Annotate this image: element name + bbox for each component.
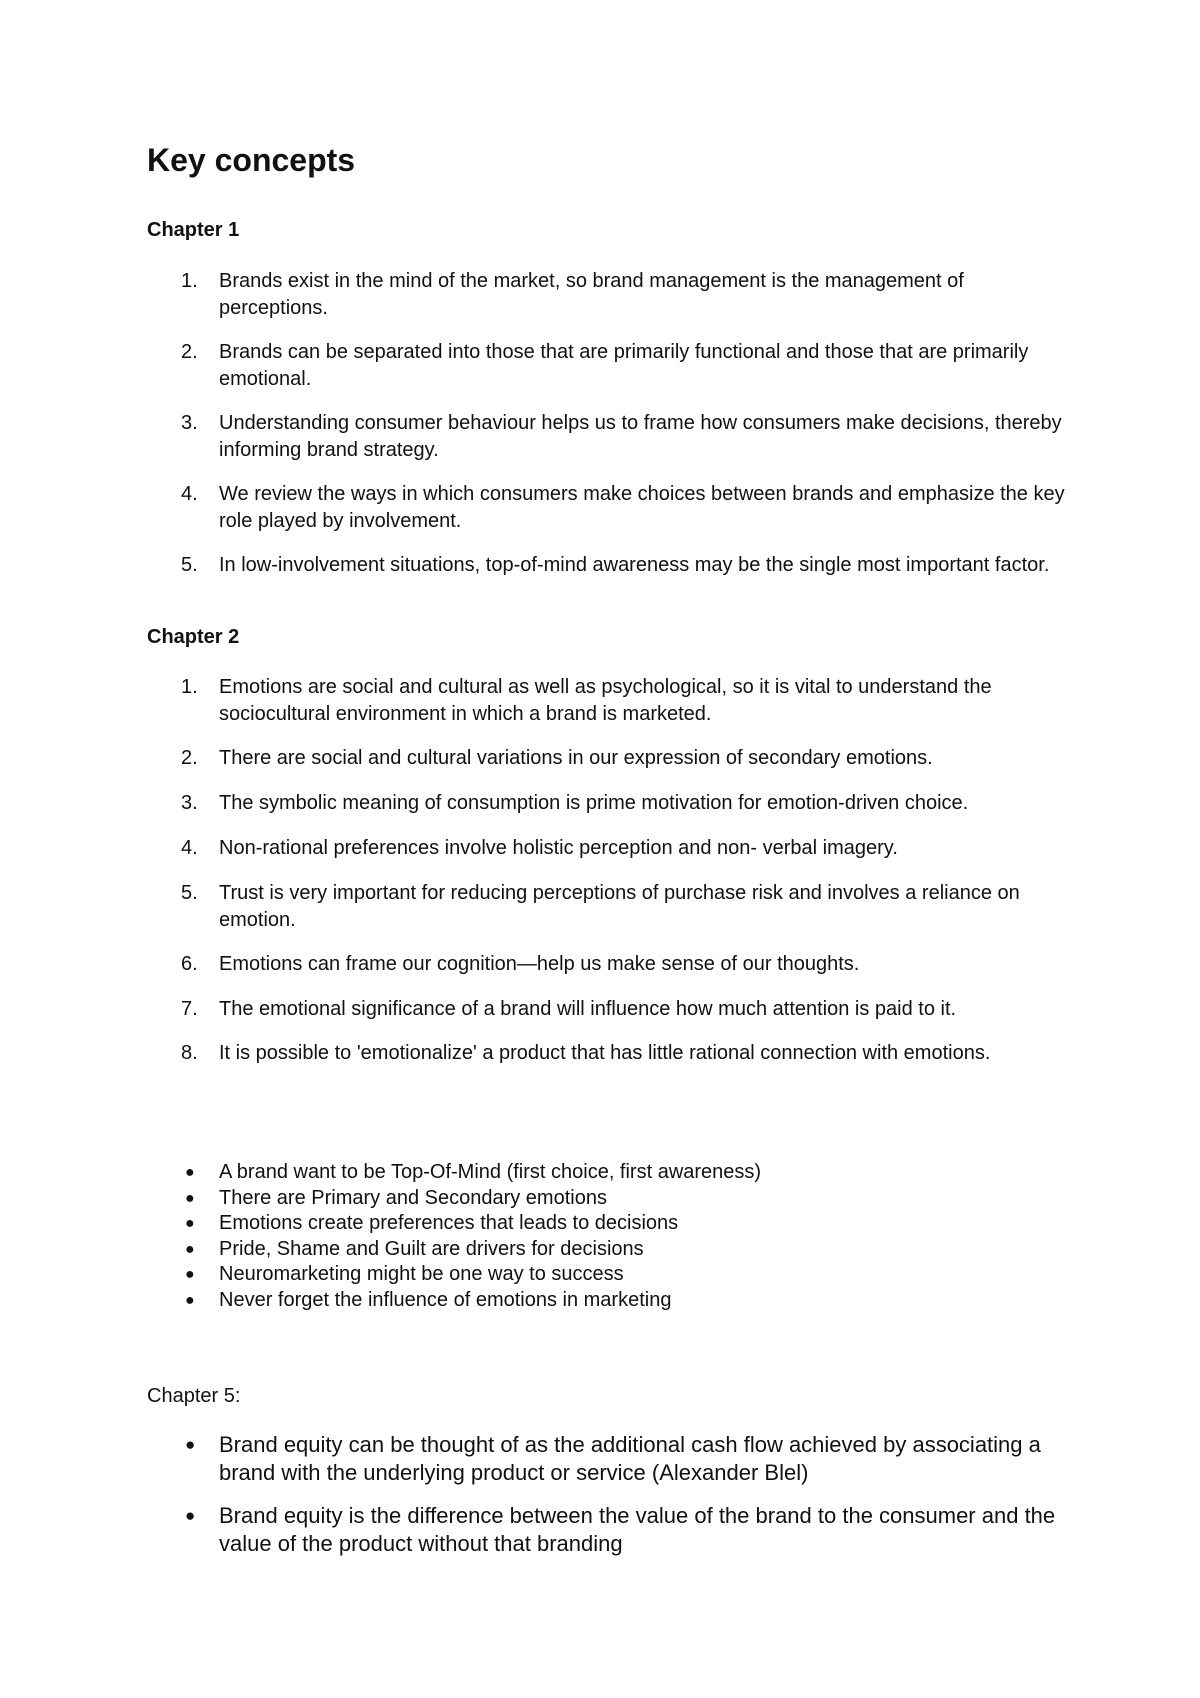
list-text: A brand want to be Top-Of-Mind (first choice, first awareness) bbox=[219, 1161, 762, 1183]
list-number: 4. bbox=[181, 837, 198, 859]
list-item bbox=[147, 552, 1077, 579]
list-item bbox=[147, 268, 1077, 322]
list-item bbox=[147, 951, 1077, 978]
list-text: Never forget the influence of emotions in marketing bbox=[219, 1288, 672, 1311]
list-item bbox=[147, 790, 1077, 817]
list-item bbox=[147, 996, 1077, 1023]
list-number: 5. bbox=[181, 554, 198, 576]
chapter-2-heading: Chapter 2 bbox=[147, 626, 240, 648]
list-item bbox=[147, 1040, 1077, 1067]
list-item bbox=[147, 410, 1077, 464]
list-number: 1. bbox=[181, 270, 198, 292]
list-item bbox=[147, 1160, 1077, 1186]
list-text: Emotions can frame our cognition—help us make sense of our thoughts. bbox=[219, 953, 860, 975]
list-item bbox=[147, 745, 1077, 772]
bullet-icon: ● bbox=[185, 1506, 196, 1525]
bullet-icon: ● bbox=[185, 1189, 195, 1207]
list-number: 2. bbox=[181, 747, 198, 769]
list-number: 6. bbox=[181, 953, 198, 975]
list-text: Brand equity is the difference between the value of the brand to the consumer and the value of the product without that branding bbox=[219, 1503, 1056, 1556]
list-text: Trust is very important for reducing perceptions of purchase risk and involves a reliance on emotion. bbox=[219, 882, 1020, 931]
bullet-icon: ● bbox=[185, 1164, 195, 1181]
list-item bbox=[147, 1262, 1077, 1288]
list-text: Pride, Shame and Guilt are drivers for decisions bbox=[219, 1237, 644, 1260]
chapter-5-bullet-list bbox=[147, 1431, 1077, 1557]
list-item bbox=[147, 481, 1077, 535]
list-text: Emotions are social and cultural as well as psychological, so it is vital to understand the sociocultural environment in which a brand is marketed. bbox=[219, 676, 992, 725]
chapter-5-heading: Chapter 5: bbox=[147, 1385, 241, 1407]
list-text: Brands exist in the mind of the market, so brand management is the management of perceptions. bbox=[219, 270, 964, 319]
list-text: There are social and cultural variations in our expression of secondary emotions. bbox=[219, 747, 933, 769]
list-item bbox=[147, 1502, 1077, 1557]
list-item bbox=[147, 339, 1077, 393]
list-text: In low-involvement situations, top-of-mind awareness may be the single most important factor. bbox=[219, 554, 1050, 576]
bullet-icon: ● bbox=[185, 1266, 195, 1283]
list-number: 3. bbox=[181, 412, 198, 434]
chapter-1-heading: Chapter 1 bbox=[147, 219, 240, 241]
list-item bbox=[147, 835, 1077, 862]
chapter-2-list bbox=[147, 674, 1077, 1067]
list-item bbox=[147, 1431, 1077, 1486]
chapter-1-list bbox=[147, 268, 1077, 579]
list-text: Non-rational preferences involve holistic perception and non- verbal imagery. bbox=[219, 837, 898, 859]
bullet-icon: ● bbox=[185, 1291, 195, 1309]
bullet-icon: ● bbox=[185, 1215, 195, 1232]
list-number: 8. bbox=[181, 1042, 198, 1064]
list-number: 5. bbox=[181, 882, 198, 904]
list-item bbox=[147, 880, 1077, 934]
list-text: The symbolic meaning of consumption is prime motivation for emotion-driven choice. bbox=[219, 792, 969, 814]
list-text: There are Primary and Secondary emotions bbox=[219, 1186, 607, 1209]
list-number: 2. bbox=[181, 341, 198, 363]
list-text: Understanding consumer behaviour helps us to frame how consumers make decisions, thereby informing brand strategy. bbox=[219, 412, 1062, 461]
list-item bbox=[147, 674, 1077, 728]
chapter-2-bullet-list bbox=[147, 1160, 1077, 1313]
list-number: 1. bbox=[181, 676, 198, 698]
list-text: Brands can be separated into those that are primarily functional and those that are primarily emotional. bbox=[219, 341, 1029, 390]
list-number: 4. bbox=[181, 483, 198, 505]
list-item bbox=[147, 1237, 1077, 1263]
list-text: Neuromarketing might be one way to success bbox=[219, 1263, 624, 1285]
list-text: Brand equity can be thought of as the additional cash flow achieved by associating a brand with the underlying product or service (Alexander Blel) bbox=[219, 1432, 1041, 1485]
list-number: 7. bbox=[181, 998, 198, 1020]
bullet-icon: ● bbox=[185, 1435, 196, 1454]
list-item bbox=[147, 1186, 1077, 1212]
list-item bbox=[147, 1288, 1077, 1314]
bullet-icon: ● bbox=[185, 1240, 195, 1258]
list-text: We review the ways in which consumers make choices between brands and emphasize the key role played by involvement. bbox=[219, 483, 1065, 532]
list-item bbox=[147, 1211, 1077, 1237]
list-number: 3. bbox=[181, 792, 198, 814]
page-title: Key concepts bbox=[147, 142, 356, 178]
list-text: It is possible to 'emotionalize' a product that has little rational connection with emotions. bbox=[219, 1042, 991, 1064]
list-text: The emotional significance of a brand will influence how much attention is paid to it. bbox=[219, 998, 957, 1020]
list-text: Emotions create preferences that leads to decisions bbox=[219, 1212, 679, 1234]
